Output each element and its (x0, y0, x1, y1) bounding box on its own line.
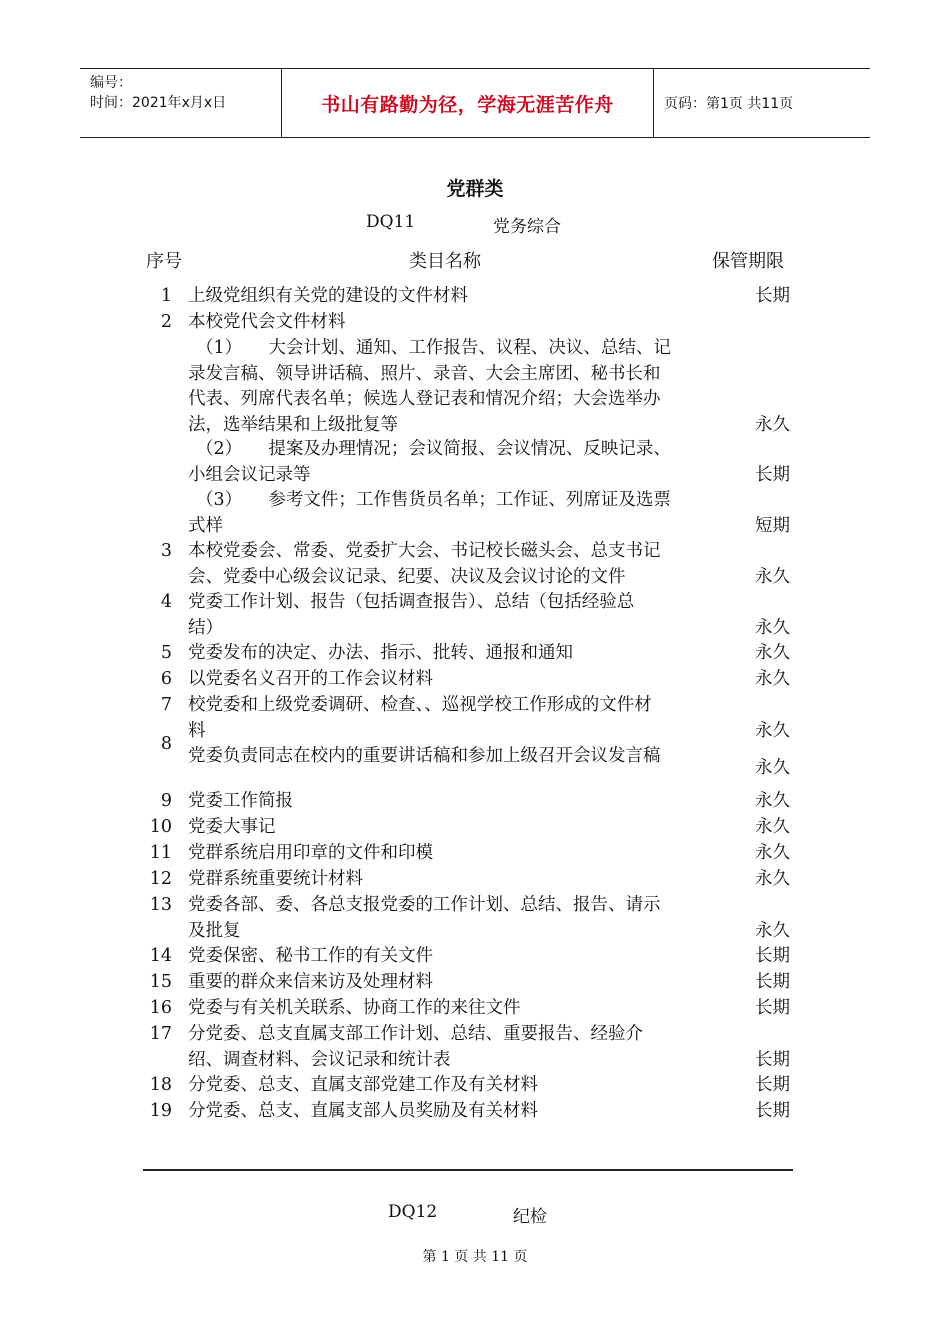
table-row (0, 284, 950, 310)
row-period: 长期 (755, 972, 790, 992)
table-row (0, 996, 950, 1022)
row-name-line: 小组会议记录等 (188, 464, 311, 485)
row-number: 19 (149, 1101, 172, 1121)
row-name-line: 党委发布的决定、办法、指示、批转、通报和通知 (188, 643, 573, 663)
table-row (0, 944, 950, 970)
row-period: 永久 (755, 791, 790, 811)
row-number: 12 (149, 869, 172, 889)
row-name-line: 党群系统启用印章的文件和印模 (188, 843, 433, 863)
row-period: 长期 (755, 286, 790, 306)
row-name-line: 党委各部、委、各总支报党委的工作计划、总结、报告、请示 (188, 895, 661, 915)
column-header-no: 序号 (146, 251, 182, 272)
row-name (188, 667, 718, 693)
row-name (188, 336, 718, 438)
row-name-line: 本校党代会文件材料 (188, 312, 346, 332)
row-name-line: 以党委名义召开的工作会议材料 (188, 669, 433, 689)
section-code: DQ11 (366, 212, 416, 232)
table-row (0, 841, 950, 867)
row-number: 4 (160, 592, 172, 612)
table-row (0, 734, 950, 778)
row-name (188, 815, 718, 841)
row-number: 17 (149, 1024, 172, 1044)
row-number: 8 (160, 734, 172, 754)
row-number: 3 (160, 541, 172, 561)
row-period: 永久 (755, 758, 790, 778)
row-name (188, 841, 718, 867)
divider-line (143, 1169, 793, 1171)
row-name-line: 及批复 (188, 920, 241, 941)
row-name (188, 641, 718, 667)
row-period: 长期 (755, 1049, 790, 1070)
section-name: 党务综合 (493, 217, 561, 237)
row-name-line: 党群系统重要统计材料 (188, 869, 363, 889)
page-footer: 第 1 页 共 11 页 (422, 1249, 528, 1265)
row-name-line: 录发言稿、领导讲话稿、照片、录音、大会主席团、秘书长和 (188, 363, 661, 384)
row-name-line: 党委大事记 (188, 817, 276, 837)
code-label: 编号： (90, 75, 132, 91)
row-period: 永久 (755, 869, 790, 889)
row-name (188, 284, 718, 310)
row-name (188, 437, 718, 488)
row-name (188, 744, 718, 770)
row-period: 永久 (755, 843, 790, 863)
table-row (0, 667, 950, 693)
header-motto: 书山有路勤为径，学海无涯苦作舟 (282, 69, 654, 137)
table-row (0, 336, 950, 438)
row-number: 11 (149, 843, 172, 863)
row-name (188, 893, 718, 944)
row-number: 18 (149, 1075, 172, 1095)
row-number: 15 (149, 972, 172, 992)
row-name-line: 会、党委中心级会议记录、纪要、决议及会议讨论的文件 (188, 566, 626, 587)
row-number: 5 (160, 643, 172, 663)
header-page-label: 页码：第1页 共11页 (664, 96, 794, 112)
table-row (0, 693, 950, 744)
row-period: 永久 (755, 566, 790, 587)
time-label: 时间：2021年x月x日 (90, 95, 227, 111)
header-meta (80, 69, 282, 137)
row-name (188, 488, 718, 539)
row-name (188, 1073, 718, 1099)
row-period: 永久 (755, 920, 790, 941)
page-title: 党群类 (446, 178, 504, 200)
row-number: 10 (149, 817, 172, 837)
table-row (0, 867, 950, 893)
row-number: 16 (149, 998, 172, 1018)
row-name (188, 789, 718, 815)
section-code: DQ12 (388, 1202, 438, 1222)
row-name-line: 分党委、总支直属支部工作计划、总结、重要报告、经验介 (188, 1024, 643, 1044)
row-name (188, 970, 718, 996)
row-period: 永久 (755, 414, 790, 435)
row-period: 长期 (755, 1101, 790, 1121)
row-period: 永久 (755, 817, 790, 837)
row-name (188, 1022, 718, 1073)
row-number: 9 (160, 791, 172, 811)
row-number: 14 (149, 946, 172, 966)
row-name (188, 590, 718, 641)
row-name-line: （2） 提案及办理情况；会议简报、会议情况、反映记录、 (196, 439, 671, 459)
table-row (0, 590, 950, 641)
row-number: 6 (160, 669, 172, 689)
row-period: 永久 (755, 643, 790, 663)
document-header (80, 68, 870, 138)
table-row (0, 310, 950, 336)
row-name-line: 结） (188, 617, 223, 638)
row-period: 长期 (755, 998, 790, 1018)
table-row (0, 1073, 950, 1099)
row-number: 7 (160, 695, 172, 715)
row-name-line: 党委负责同志在校内的重要讲话稿和参加上级召开会议发言稿 (188, 746, 661, 766)
table-row (0, 970, 950, 996)
row-name-line: 党委与有关机关联系、协商工作的来往文件 (188, 998, 521, 1018)
section-name: 纪检 (513, 1207, 547, 1227)
row-period: 永久 (755, 720, 790, 741)
table-row (0, 893, 950, 944)
row-name-line: 分党委、总支、直属支部人员奖励及有关材料 (188, 1101, 538, 1121)
table-row (0, 1099, 950, 1125)
row-number: 2 (160, 312, 172, 332)
row-name-line: 党委工作简报 (188, 791, 293, 811)
table-row (0, 1022, 950, 1073)
row-name-line: 绍、调查材料、会议记录和统计表 (188, 1049, 451, 1070)
row-name-line: 重要的群众来信来访及处理材料 (188, 972, 433, 992)
row-name (188, 867, 718, 893)
table-row (0, 437, 950, 488)
row-period: 短期 (755, 515, 790, 536)
row-name-line: 式样 (188, 515, 223, 536)
column-header-name: 类目名称 (409, 251, 481, 272)
row-name (188, 996, 718, 1022)
row-number: 13 (149, 895, 172, 915)
table-row (0, 789, 950, 815)
row-name-line: 分党委、总支、直属支部党建工作及有关材料 (188, 1075, 538, 1095)
table-row (0, 815, 950, 841)
row-name-line: 本校党委会、常委、党委扩大会、书记校长磁头会、总支书记 (188, 541, 661, 561)
row-period: 永久 (755, 617, 790, 638)
row-name-line: 法，选举结果和上级批复等 (188, 414, 398, 435)
row-name-line: 党委工作计划、报告（包括调查报告）、总结（包括经验总 (188, 592, 635, 612)
row-name (188, 693, 718, 744)
row-name-line: （3） 参考文件；工作售货员名单；工作证、列席证及选票 (196, 490, 671, 510)
row-name-line: 上级党组织有关党的建设的文件材料 (188, 286, 468, 306)
row-period: 长期 (755, 1075, 790, 1095)
table-row (0, 488, 950, 539)
row-name-line: 党委保密、秘书工作的有关文件 (188, 946, 433, 966)
row-period: 永久 (755, 669, 790, 689)
row-number: 1 (160, 286, 172, 306)
row-period: 长期 (755, 946, 790, 966)
row-name-line: （1） 大会计划、通知、工作报告、议程、决议、总结、记 (196, 338, 671, 358)
row-name (188, 1099, 718, 1125)
table-row (0, 641, 950, 667)
row-name (188, 310, 718, 336)
table-row (0, 539, 950, 590)
row-name-line: 校党委和上级党委调研、检查、、巡视学校工作形成的文件材 (188, 695, 652, 715)
row-period: 长期 (755, 464, 790, 485)
row-name-line: 代表、列席代表名单；候选人登记表和情况介绍；大会选举办 (188, 389, 661, 409)
row-name (188, 539, 718, 590)
row-name-line: 料 (188, 720, 206, 741)
row-name (188, 944, 718, 970)
column-header-period: 保管期限 (712, 251, 784, 272)
